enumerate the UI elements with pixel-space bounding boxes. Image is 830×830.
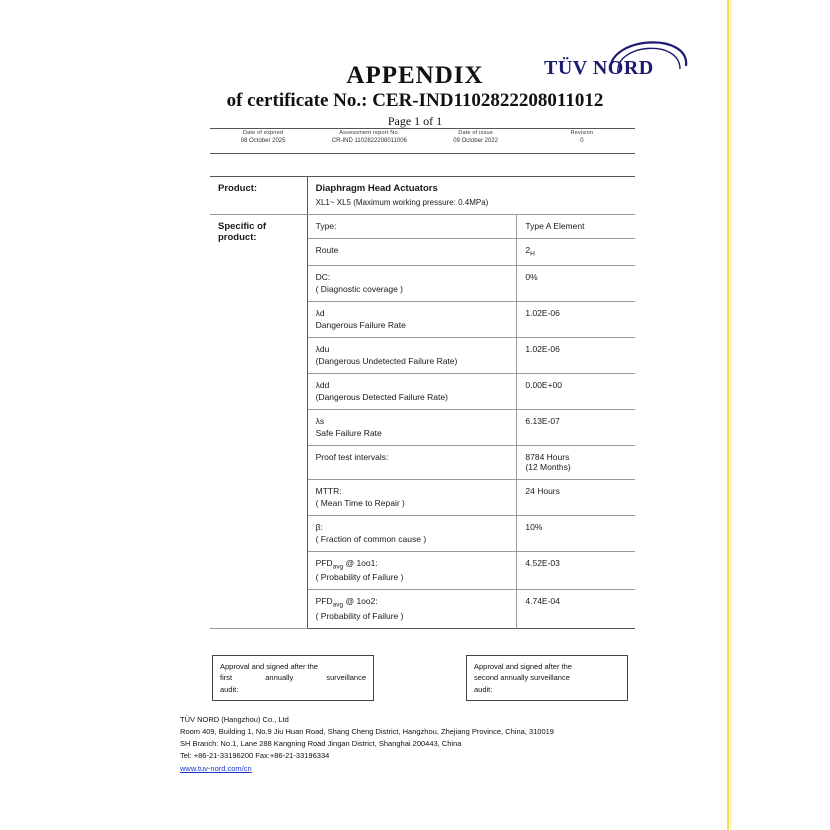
product-name: Diaphragm Head Actuators [315,183,438,194]
row-value-line2: (12 Months) [525,461,571,472]
product-specification-table [210,176,635,629]
row-value-line1: 8784 Hours [525,451,570,462]
specific-label-line2: product: [218,232,257,243]
row-key [307,409,517,445]
product-cell [307,177,635,215]
signature-second-line3: audit: [474,684,493,694]
row-key [307,515,517,551]
signature-second-line1: Approval and signed after the [474,662,572,671]
row-value: 4.74E-04 [525,596,560,607]
row-key [307,590,517,629]
row-key-line2: ( Fraction of common cause ) [315,533,427,544]
meta-label: Revision [570,130,594,136]
signature-first-line3: audit: [220,684,239,694]
footer-address-shanghai: SH Branch: No.1, Lane 288 Kangning Road Jingan District, Shanghai 200443, China [180,739,462,749]
row-key-line1: β: [315,521,323,532]
row-key-line1: λdd [315,379,330,390]
row-key-line1: $PFD_{avg}$ @ 1oo2: [315,596,378,610]
meta-cell-report [316,129,422,153]
row-value: 24 Hours [517,479,635,515]
row-key-line2: Safe Failure Rate [315,427,382,438]
row-value-subscript: H [530,250,535,258]
signature-second-line2: second annually surveillance [474,673,570,683]
footer-contact: Tel: +86-21-33196200 Fax:+86-21-33196334 [180,751,330,761]
row-key-line2: ( Diagnostic coverage ) [315,283,404,294]
row-key-line2: (Dangerous Detected Failure Rate) [315,391,448,402]
row-key-line1: λd [315,307,325,318]
row-key [307,551,517,590]
footer [180,714,740,775]
row-key-line1: Proof test intervals: [315,451,389,462]
specific-label [210,215,307,629]
product-sub: XL1~ XL5 (Maximum working pressure: 0.4MPa) [315,198,489,207]
row-key [307,479,517,515]
row-key [307,215,517,239]
meta-label: Date of issue [458,130,493,136]
row-key-line1: $PFD_{avg}$ @ 1oo1: [315,557,378,571]
product-label: Product: [210,177,307,215]
row-key [307,265,517,301]
page-title: APPENDIX [346,62,484,89]
meta-value: 0 [580,138,584,144]
row-key-line2: ( Mean Time to Repair ) [315,497,405,508]
row-key-line1: Route [315,245,339,255]
row-key [307,239,517,266]
row-key [307,337,517,373]
table-row-product [210,177,635,215]
row-value: $2_H$ [517,239,635,266]
row-value: 6.13E-07 [517,409,635,445]
footer-website-link[interactable]: www.tuv-nord.com/cn [180,763,252,773]
row-value: 0% [517,265,635,301]
signature-first-word3: surveillance [326,673,366,683]
meta-value: 08 October 2025 [240,138,286,144]
row-key-line1: λs [315,415,325,426]
row-value: 0.00E+00 [517,373,635,409]
meta-label: Assessment report No. [339,130,400,136]
tuv-nord-logo-text: TÜV NORD [544,57,654,79]
row-key [307,373,517,409]
meta-label: Date of expired [242,130,284,136]
signature-box-second-audit [466,655,628,701]
signature-first-line2 [220,672,366,683]
signature-first-word1: first [220,673,233,683]
footer-address-hangzhou: Room 409, Building 1, No.9 Jiu Huan Road, Shang Cheng District, Hangzhou, Zhejiang Province, China, 310019 [180,727,554,737]
meta-cell-revision [529,129,635,153]
row-key-line2: (Dangerous Undetected Failure Rate) [315,355,458,366]
row-key-line2: ( Probability of Failure ) [315,572,404,583]
meta-value: 09 October 2022 [453,138,498,144]
row-value: 1.02E-06 [517,301,635,337]
row-key [307,445,517,479]
row-key [307,301,517,337]
row-key-line2: Dangerous Failure Rate [315,319,406,330]
page-indicator: Page 1 of 1 [387,114,443,128]
row-value: 4.52E-03 [517,551,635,590]
certificate-number: of certificate No.: CER-IND1102822208011012 [226,90,604,111]
footer-company: TÜV NORD (Hangzhou) Co., Ltd [180,715,289,724]
row-value: 10% [517,515,635,551]
meta-cell-issue [423,129,529,153]
signature-box-first-audit [212,655,374,701]
row-value: 1.02E-06 [517,337,635,373]
table-row [210,215,635,239]
row-value [517,445,635,479]
row-key-line2: ( Probability of Failure ) [315,611,404,622]
meta-strip [210,128,635,154]
row-key-line1: DC: [315,271,331,282]
row-key-line1: MTTR: [315,485,342,496]
signature-first-line1: Approval and signed after the [220,662,318,671]
row-key-line1: λdu [315,343,330,354]
meta-cell-expired [210,129,316,153]
row-value: Type A Element [517,215,635,239]
specific-label-line1: Specific of [218,221,267,232]
meta-value: CR-IND 1102822208011006 [331,138,407,144]
signature-first-word2: annually [265,673,294,683]
row-key-line1: Type: [315,221,337,231]
